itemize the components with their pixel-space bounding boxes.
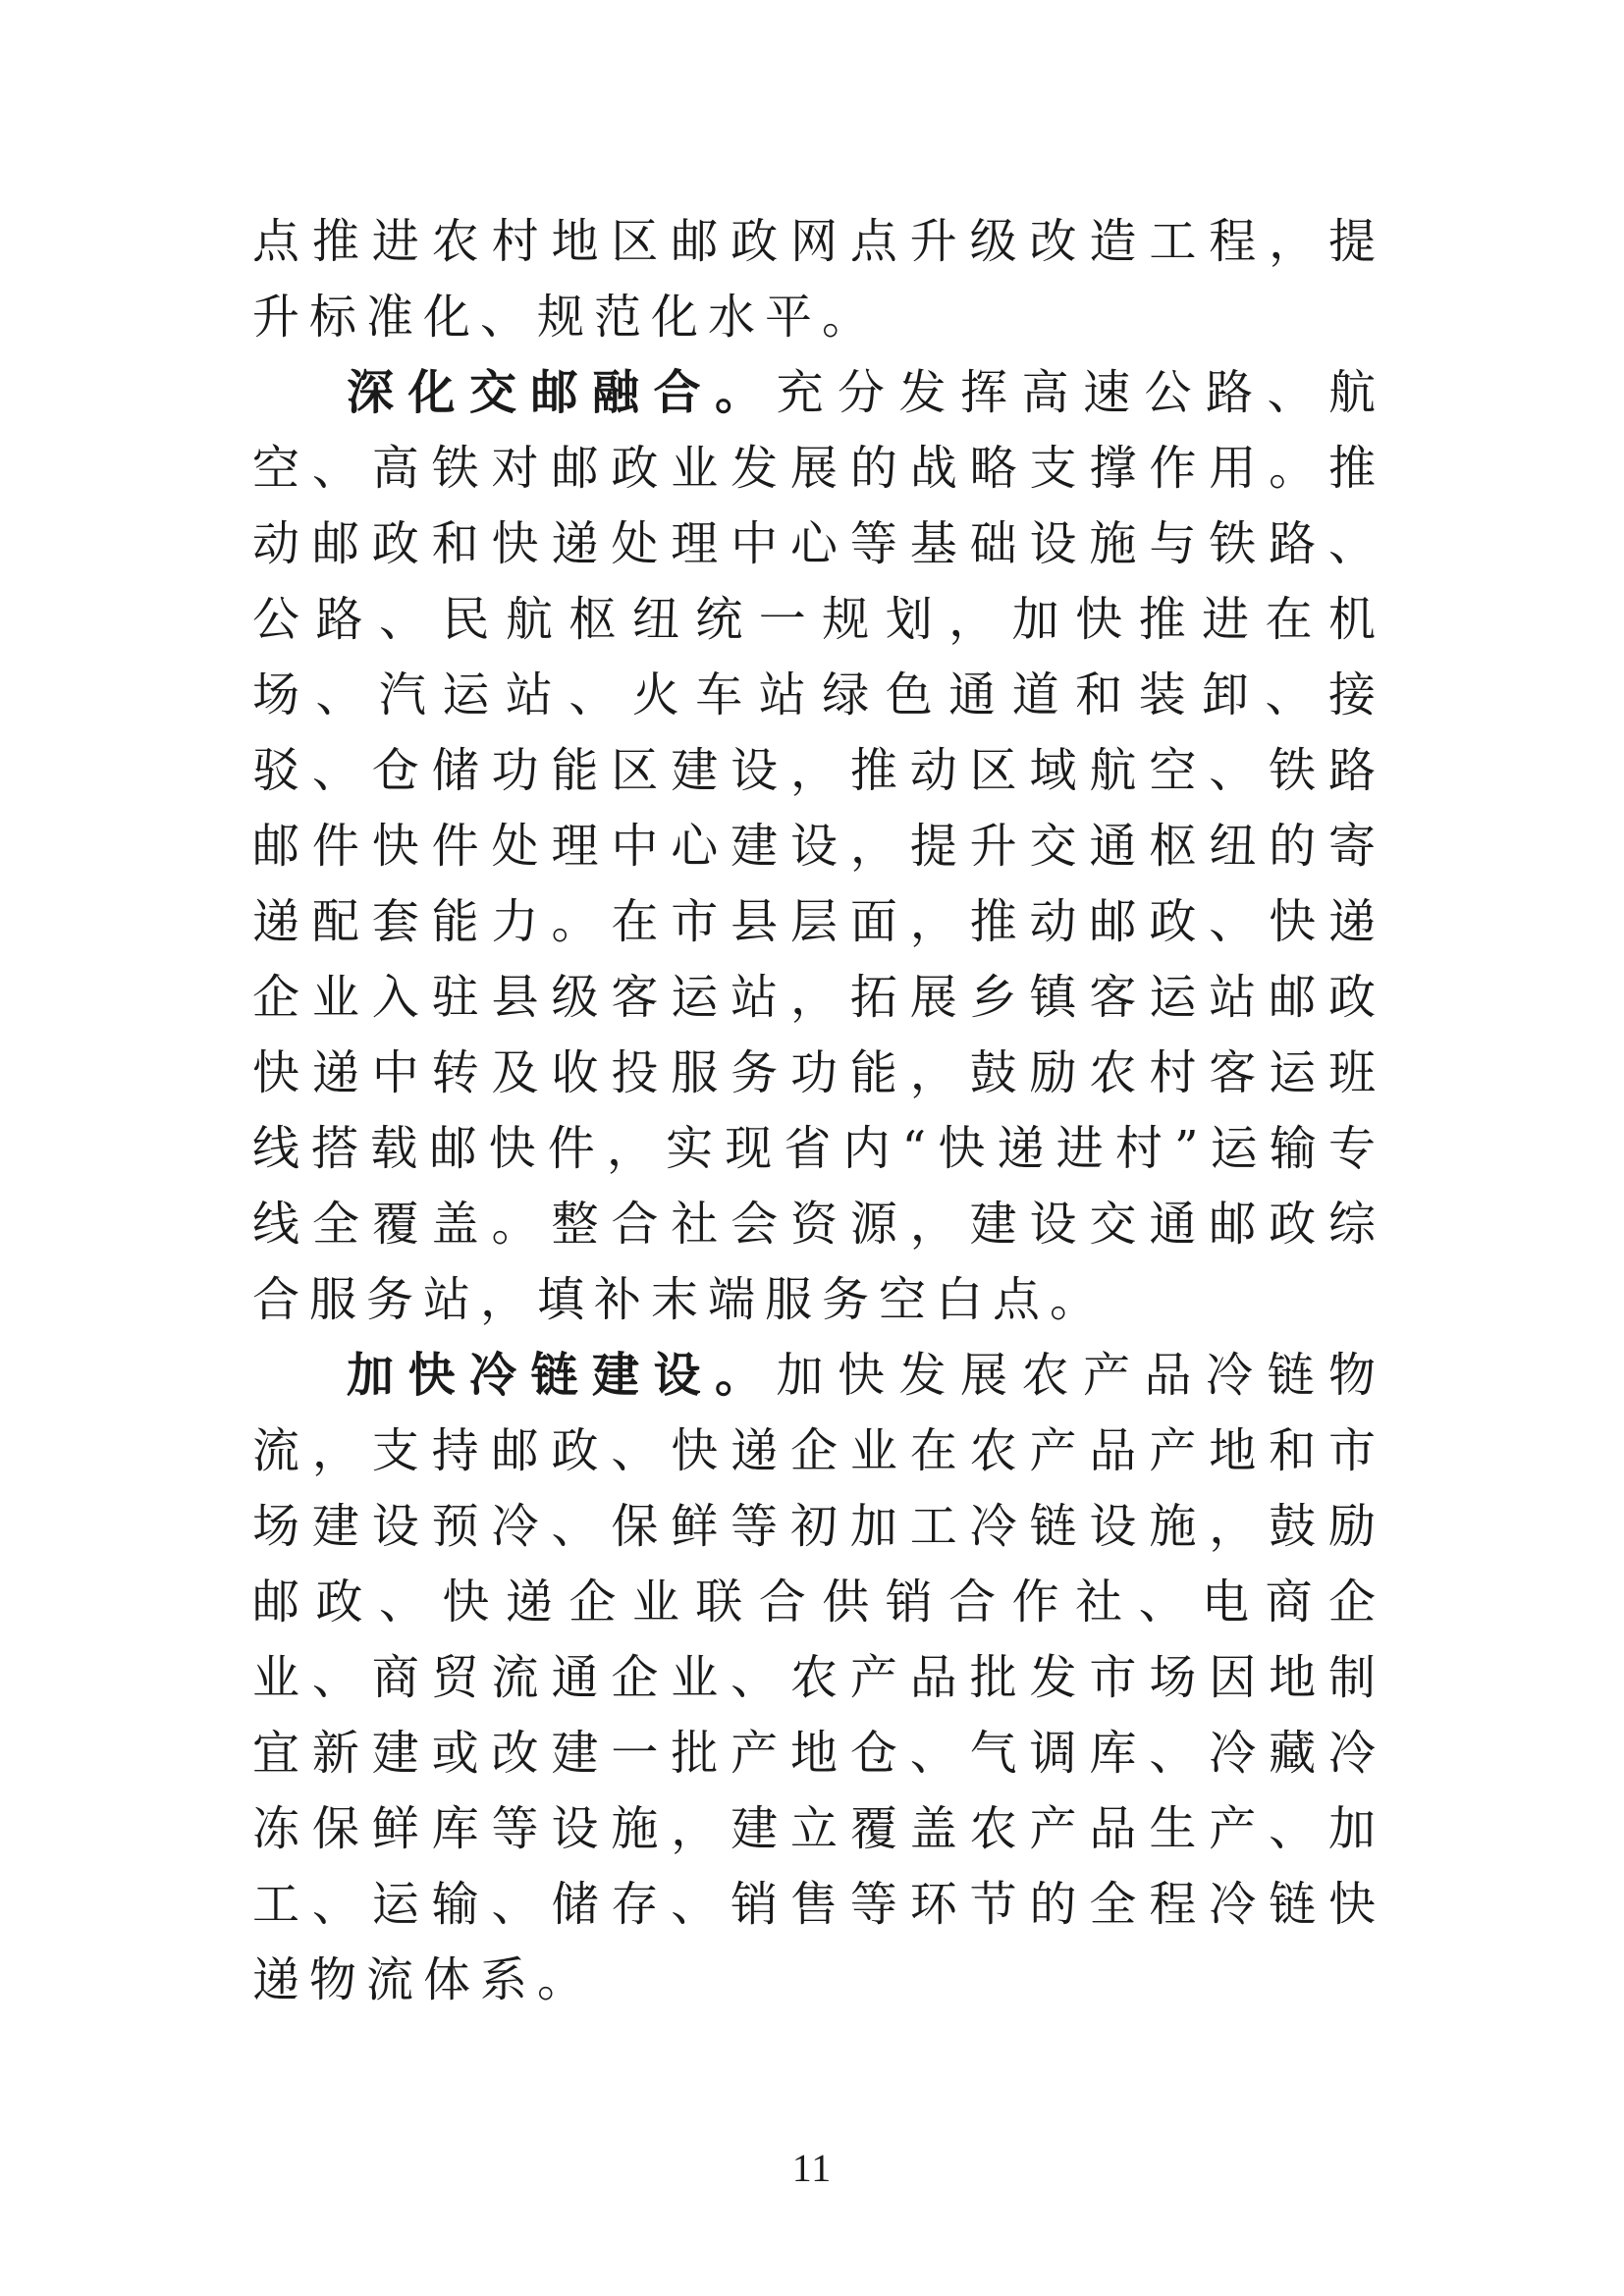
paragraph-3 xyxy=(252,1338,1385,2018)
paragraph-heading: 加快冷链建设。 xyxy=(347,1348,777,1403)
document-body xyxy=(252,204,1385,2018)
paragraph-text: 充分发挥高速公路、航空、高铁对邮政业发展的战略支撑作用。推动邮政和快递处理中心等基础设施与铁路、公路、民航枢纽统一规划，加快推进在机场、汽运站、火车站绿色通道和装卸、接驳、仓储功能区建设，推动区域航空、铁路邮件快件处理中心建设，提升交通枢纽的寄递配套能力。在市县层面，推动邮政、快递企业入驻县级客运站，拓展乡镇客运站邮政快递中转及收投服务功能，鼓励农村客运班线搭载邮快件，实现省内“快递进村”运输专线全覆盖。整合社会资源，建设交通邮政综合服务站，填补末端服务空白点。 xyxy=(252,365,1385,1327)
paragraph-text: 点推进农村地区邮政网点升级改造工程，提升标准化、规范化水平。 xyxy=(252,214,1385,345)
page-number: 11 xyxy=(791,2146,833,2190)
paragraph-heading: 深化交邮融合。 xyxy=(347,365,777,420)
paragraph-text: 加快发展农产品冷链物流，支持邮政、快递企业在农产品产地和市场建设预冷、保鲜等初加工冷链设施，鼓励邮政、快递企业联合供销合作社、电商企业、商贸流通企业、农产品批发市场因地制宜新建或改建一批产地仓、气调库、冷藏冷冻保鲜库等设施，建立覆盖农产品生产、加工、运输、储存、销售等环节的全程冷链快递物流体系。 xyxy=(252,1348,1385,2007)
paragraph-1 xyxy=(252,204,1385,355)
paragraph-2 xyxy=(252,355,1385,1338)
